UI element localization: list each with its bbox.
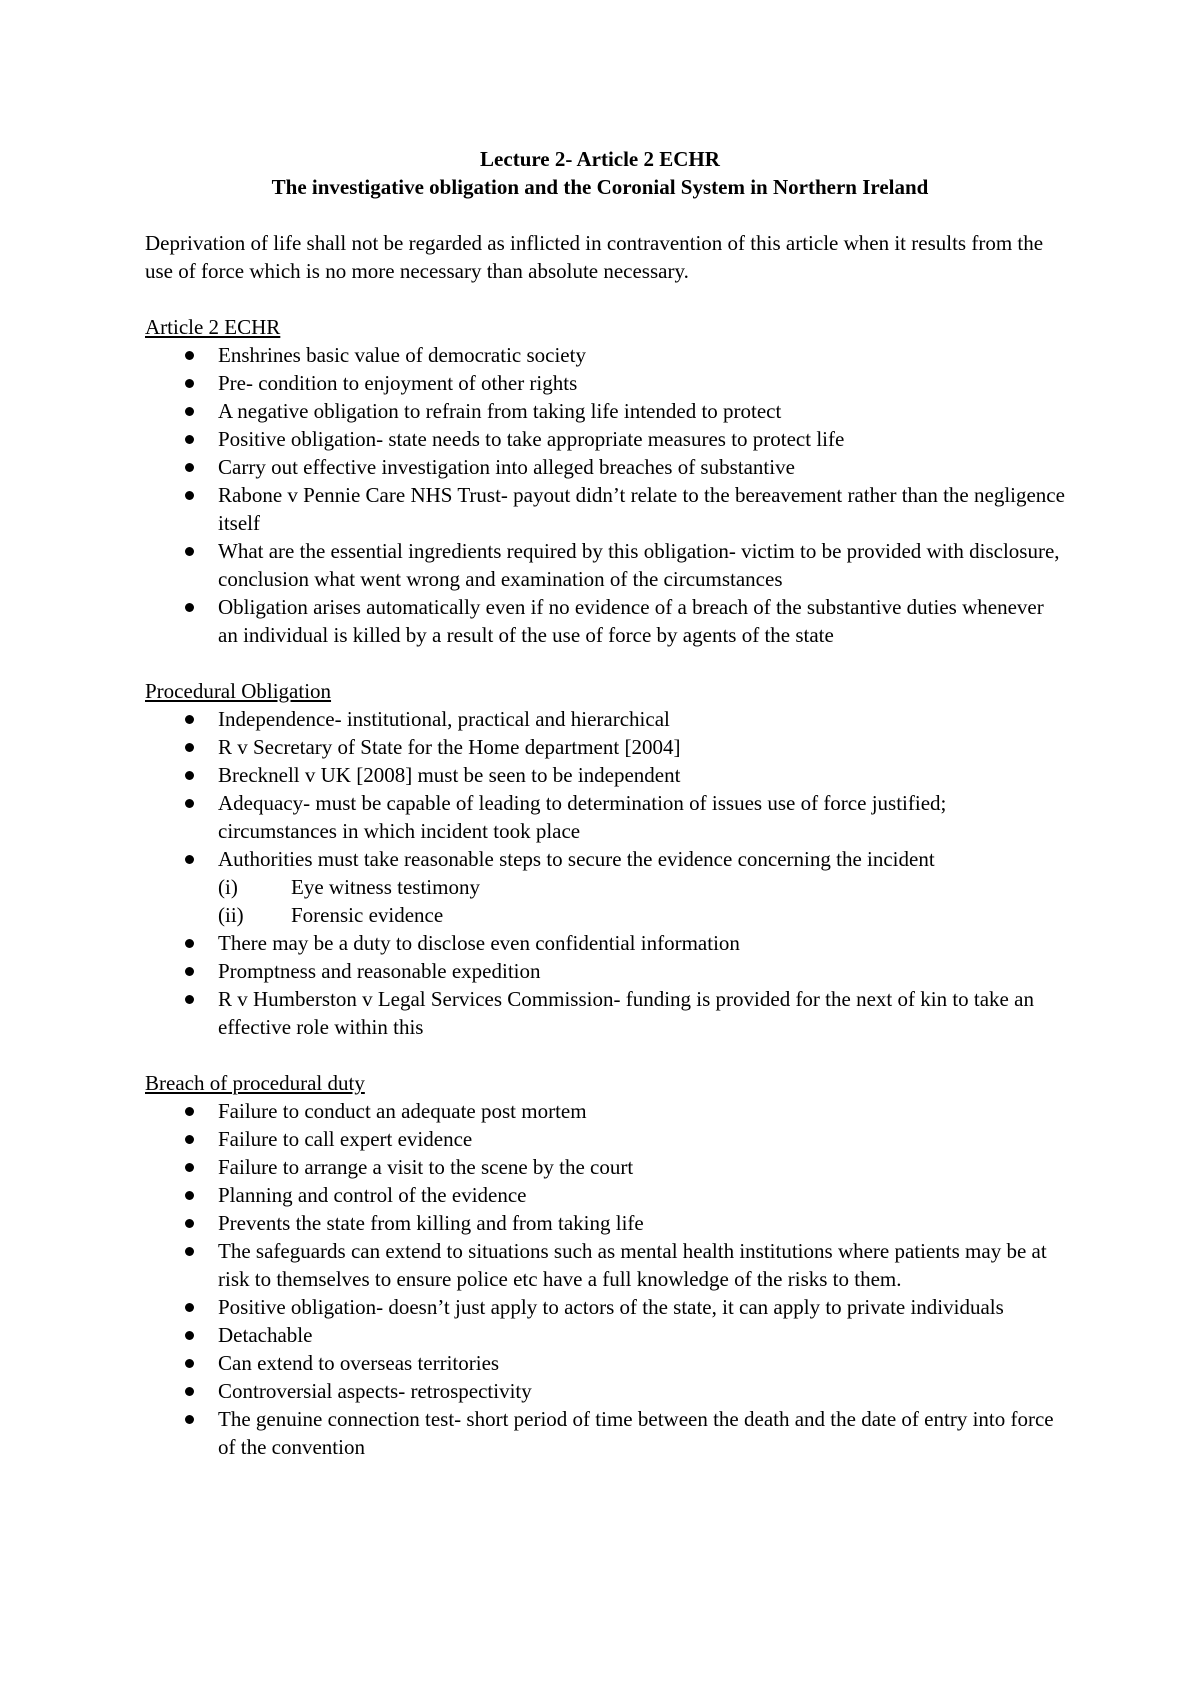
list-item-text: Can extend to overseas territories xyxy=(218,1351,500,1375)
list-item-text: R v Secretary of State for the Home department [2004] xyxy=(218,735,681,759)
list-item xyxy=(145,957,1065,985)
list-item xyxy=(145,1209,1065,1237)
list-item xyxy=(145,929,1065,957)
list-item-text: Enshrines basic value of democratic society xyxy=(218,343,586,367)
bullet-icon xyxy=(185,351,194,360)
bullet-icon xyxy=(185,1331,194,1340)
list-item-text: Independence- institutional, practical and hierarchical xyxy=(218,707,670,731)
lecture-title: Lecture 2- Article 2 ECHR xyxy=(480,147,720,171)
bullet-list xyxy=(145,341,1065,649)
bullet-icon xyxy=(185,407,194,416)
bullet-icon xyxy=(185,939,194,948)
sublist-item xyxy=(218,901,1065,929)
bullet-icon xyxy=(185,1415,194,1424)
bullet-icon xyxy=(185,995,194,1004)
list-item-text: Positive obligation- state needs to take appropriate measures to protect life xyxy=(218,427,845,451)
list-item xyxy=(145,789,1065,845)
list-item xyxy=(145,761,1065,789)
section-breach-of-procedural-duty xyxy=(145,1069,1065,1461)
bullet-icon xyxy=(185,547,194,556)
list-item xyxy=(145,733,1065,761)
list-item xyxy=(145,369,1065,397)
list-item xyxy=(145,593,1065,649)
lecture-subtitle: The investigative obligation and the Coronial System in Northern Ireland xyxy=(271,175,929,199)
list-item xyxy=(145,341,1065,369)
list-item-text: The genuine connection test- short period of time between the death and the date of entry into force of the convention xyxy=(218,1407,1054,1459)
bullet-icon xyxy=(185,1303,194,1312)
bullet-icon xyxy=(185,743,194,752)
intro-paragraph: Deprivation of life shall not be regarded as inflicted in contravention of this article when it results from the use of force which is no more necessary than absolute necessary. xyxy=(145,231,1044,283)
list-item-text: Carry out effective investigation into alleged breaches of substantive xyxy=(218,455,795,479)
list-item xyxy=(145,985,1065,1041)
list-item xyxy=(145,1405,1065,1461)
title-block xyxy=(0,145,1200,201)
bullet-icon xyxy=(185,435,194,444)
list-item-text: The safeguards can extend to situations such as mental health institutions where patients may be at risk to themselves to ensure police etc have a full knowledge of the risks to them. xyxy=(218,1239,1047,1291)
list-item-text: Obligation arises automatically even if no evidence of a breach of the substantive duties whenever an individual is killed by a result of the use of force by agents of the state xyxy=(218,595,1044,647)
list-item-text: Adequacy- must be capable of leading to determination of issues use of force justified; circumstances in which incident took place xyxy=(218,791,947,843)
list-item xyxy=(145,845,1065,929)
bullet-icon xyxy=(185,1247,194,1256)
section-article-2-echr xyxy=(145,313,1065,649)
list-item xyxy=(145,397,1065,425)
list-item xyxy=(145,705,1065,733)
numbered-sublist xyxy=(218,873,1065,929)
sublist-number: (i) xyxy=(218,875,238,899)
list-item-text: Rabone v Pennie Care NHS Trust- payout didn’t relate to the bereavement rather than the negligence itself xyxy=(218,483,1065,535)
bullet-icon xyxy=(185,771,194,780)
list-item-text: Failure to conduct an adequate post mortem xyxy=(218,1099,587,1123)
list-item xyxy=(145,1181,1065,1209)
bullet-icon xyxy=(185,715,194,724)
list-item xyxy=(145,1153,1065,1181)
list-item-text: Detachable xyxy=(218,1323,313,1347)
bullet-icon xyxy=(185,967,194,976)
sublist-text: Eye witness testimony xyxy=(291,875,480,899)
bullet-icon xyxy=(185,1135,194,1144)
document-body xyxy=(145,229,1065,1489)
list-item-text: There may be a duty to disclose even confidential information xyxy=(218,931,740,955)
section-procedural-obligation xyxy=(145,677,1065,1041)
bullet-list xyxy=(145,1097,1065,1461)
bullet-icon xyxy=(185,1163,194,1172)
list-item-text: A negative obligation to refrain from taking life intended to protect xyxy=(218,399,782,423)
list-item-text: Failure to arrange a visit to the scene by the court xyxy=(218,1155,634,1179)
list-item xyxy=(145,1125,1065,1153)
sublist-number: (ii) xyxy=(218,903,244,927)
list-item-text: Controversial aspects- retrospectivity xyxy=(218,1379,532,1403)
bullet-icon xyxy=(185,1219,194,1228)
section-heading: Procedural Obligation xyxy=(145,679,332,703)
list-item-text: Prevents the state from killing and from taking life xyxy=(218,1211,644,1235)
bullet-icon xyxy=(185,1107,194,1116)
list-item-text: R v Humberston v Legal Services Commission- funding is provided for the next of kin to take an effective role within this xyxy=(218,987,1034,1039)
bullet-icon xyxy=(185,799,194,808)
list-item-text: Pre- condition to enjoyment of other rights xyxy=(218,371,578,395)
bullet-icon xyxy=(185,491,194,500)
list-item-text: Planning and control of the evidence xyxy=(218,1183,527,1207)
bullet-icon xyxy=(185,603,194,612)
section-heading: Article 2 ECHR xyxy=(145,315,281,339)
list-item xyxy=(145,453,1065,481)
list-item-text: Promptness and reasonable expedition xyxy=(218,959,541,983)
list-item xyxy=(145,425,1065,453)
list-item xyxy=(145,1349,1065,1377)
bullet-icon xyxy=(185,379,194,388)
sublist-item xyxy=(218,873,1065,901)
list-item xyxy=(145,1377,1065,1405)
list-item xyxy=(145,481,1065,537)
list-item-text: Positive obligation- doesn’t just apply to actors of the state, it can apply to private individuals xyxy=(218,1295,1004,1319)
bullet-icon xyxy=(185,1359,194,1368)
bullet-icon xyxy=(185,463,194,472)
bullet-icon xyxy=(185,1191,194,1200)
list-item xyxy=(145,537,1065,593)
list-item xyxy=(145,1321,1065,1349)
list-item-text: Failure to call expert evidence xyxy=(218,1127,473,1151)
bullet-icon xyxy=(185,1387,194,1396)
list-item-text: What are the essential ingredients required by this obligation- victim to be provided with disclosure, conclusion what went wrong and examination of the circumstances xyxy=(218,539,1060,591)
section-heading: Breach of procedural duty xyxy=(145,1071,365,1095)
sublist-text: Forensic evidence xyxy=(291,903,444,927)
bullet-icon xyxy=(185,855,194,864)
list-item xyxy=(145,1097,1065,1125)
list-item-text: Brecknell v UK [2008] must be seen to be independent xyxy=(218,763,681,787)
list-item xyxy=(145,1293,1065,1321)
bullet-list xyxy=(145,705,1065,1041)
list-item xyxy=(145,1237,1065,1293)
list-item-text: Authorities must take reasonable steps to secure the evidence concerning the incident xyxy=(218,847,935,871)
